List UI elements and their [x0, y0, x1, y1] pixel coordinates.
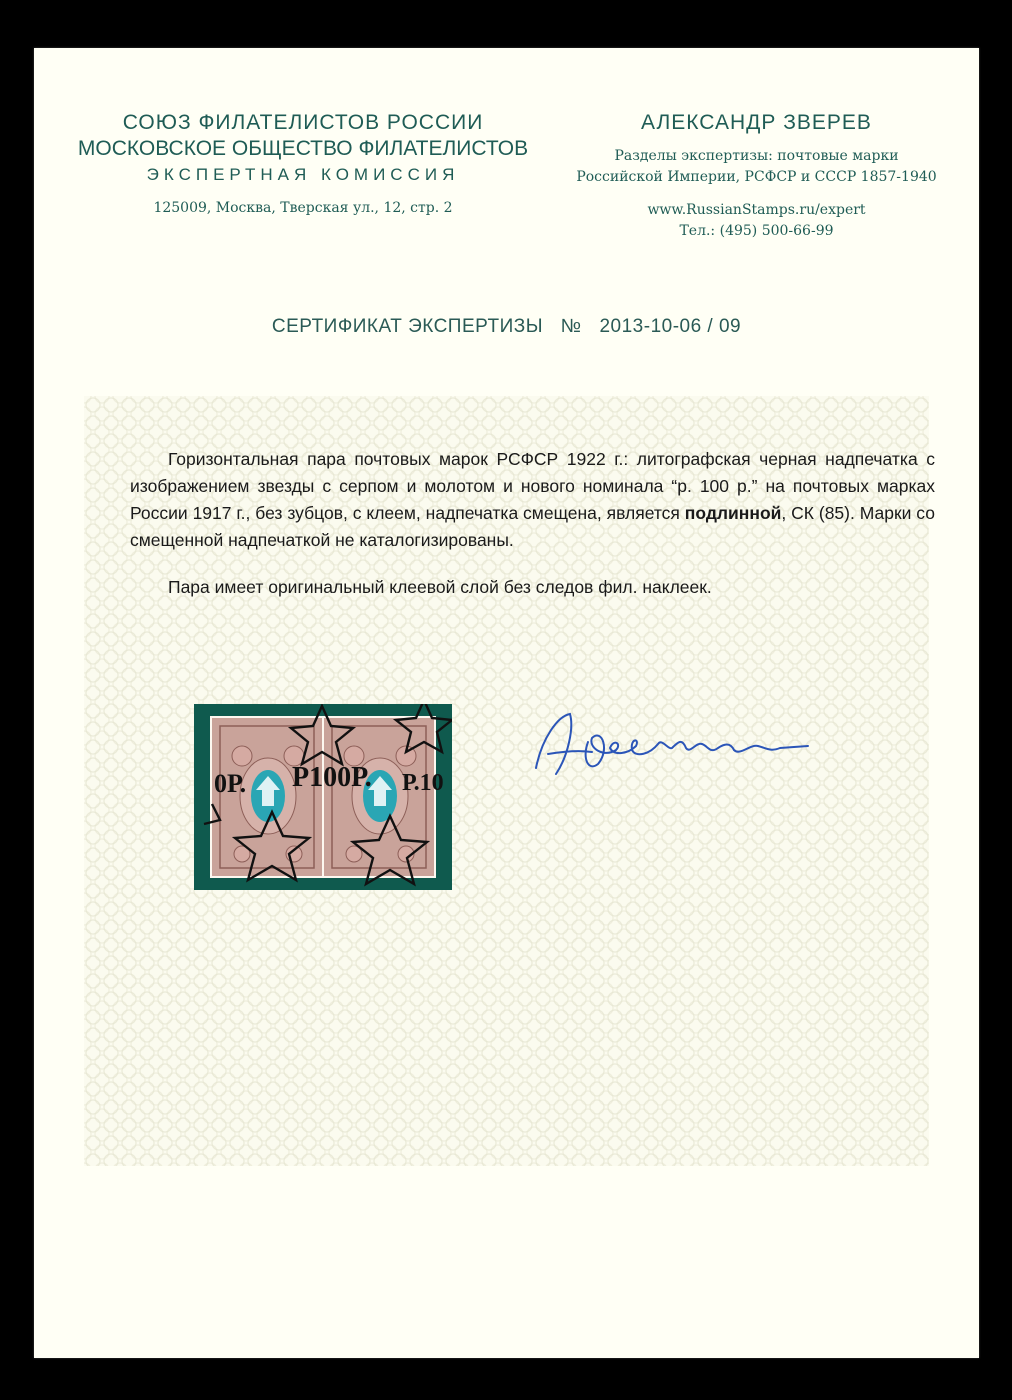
- verdict-genuine: подлинной: [684, 503, 782, 523]
- certificate-number: 2013-10-06 / 09: [599, 316, 742, 337]
- certificate-title: СЕРТИФИКАТ ЭКСПЕРТИЗЫ: [271, 316, 544, 337]
- org-commission-name: ЭКСПЕРТНАЯ КОМИССИЯ: [146, 165, 460, 184]
- certificate-description: [130, 446, 935, 601]
- org-union-name: СОЮЗ ФИЛАТЕЛИСТОВ РОССИИ: [122, 111, 484, 134]
- stamp-right: [324, 718, 434, 876]
- expert-phone: Тел.: (495) 500-66-99: [679, 223, 834, 239]
- overprint-text-mid: Р100Р.: [292, 762, 372, 793]
- certificate-title-row: [34, 316, 979, 338]
- certificate-sheet: [34, 48, 979, 1358]
- description-paragraph-1: Горизонтальная пара почтовых марок РСФСР 1922 г.: литографская черная надпечатка с изображением звезды с серпом и молотом и нового номинала “р. 100 р.” на почтовых марках России 1917 г., без зубцов, с клеем, надпечатка смещена, является подлинной, СК (85). Марки со смещенной надпечаткой не каталогизированы.: [130, 449, 935, 550]
- overprint-text-right: Р.10: [402, 770, 444, 796]
- expert-scope-line1: Разделы экспертизы: почтовые марки: [614, 148, 899, 164]
- org-address: 125009, Москва, Тверская ул., 12, стр. 2: [153, 200, 453, 216]
- description-paragraph-2: Пара имеет оригинальный клеевой слой без следов фил. наклеек.: [168, 577, 712, 597]
- expert-scope-line2: Российской Империи, РСФСР и СССР 1857-1940: [576, 169, 937, 185]
- expert-website: www.RussianStamps.ru/expert: [647, 202, 866, 218]
- overprint-text-left: 0Р.: [214, 769, 247, 798]
- number-sign: №: [560, 316, 582, 337]
- expert-signature: [518, 698, 818, 788]
- expert-name: АЛЕКСАНДР ЗВЕРЕВ: [641, 111, 872, 134]
- stamp-pair-image: [194, 704, 452, 890]
- expert-header: [564, 110, 949, 242]
- organization-header: [68, 110, 538, 216]
- org-society-name: МОСКОВСКОЕ ОБЩЕСТВО ФИЛАТЕЛИСТОВ: [77, 137, 529, 160]
